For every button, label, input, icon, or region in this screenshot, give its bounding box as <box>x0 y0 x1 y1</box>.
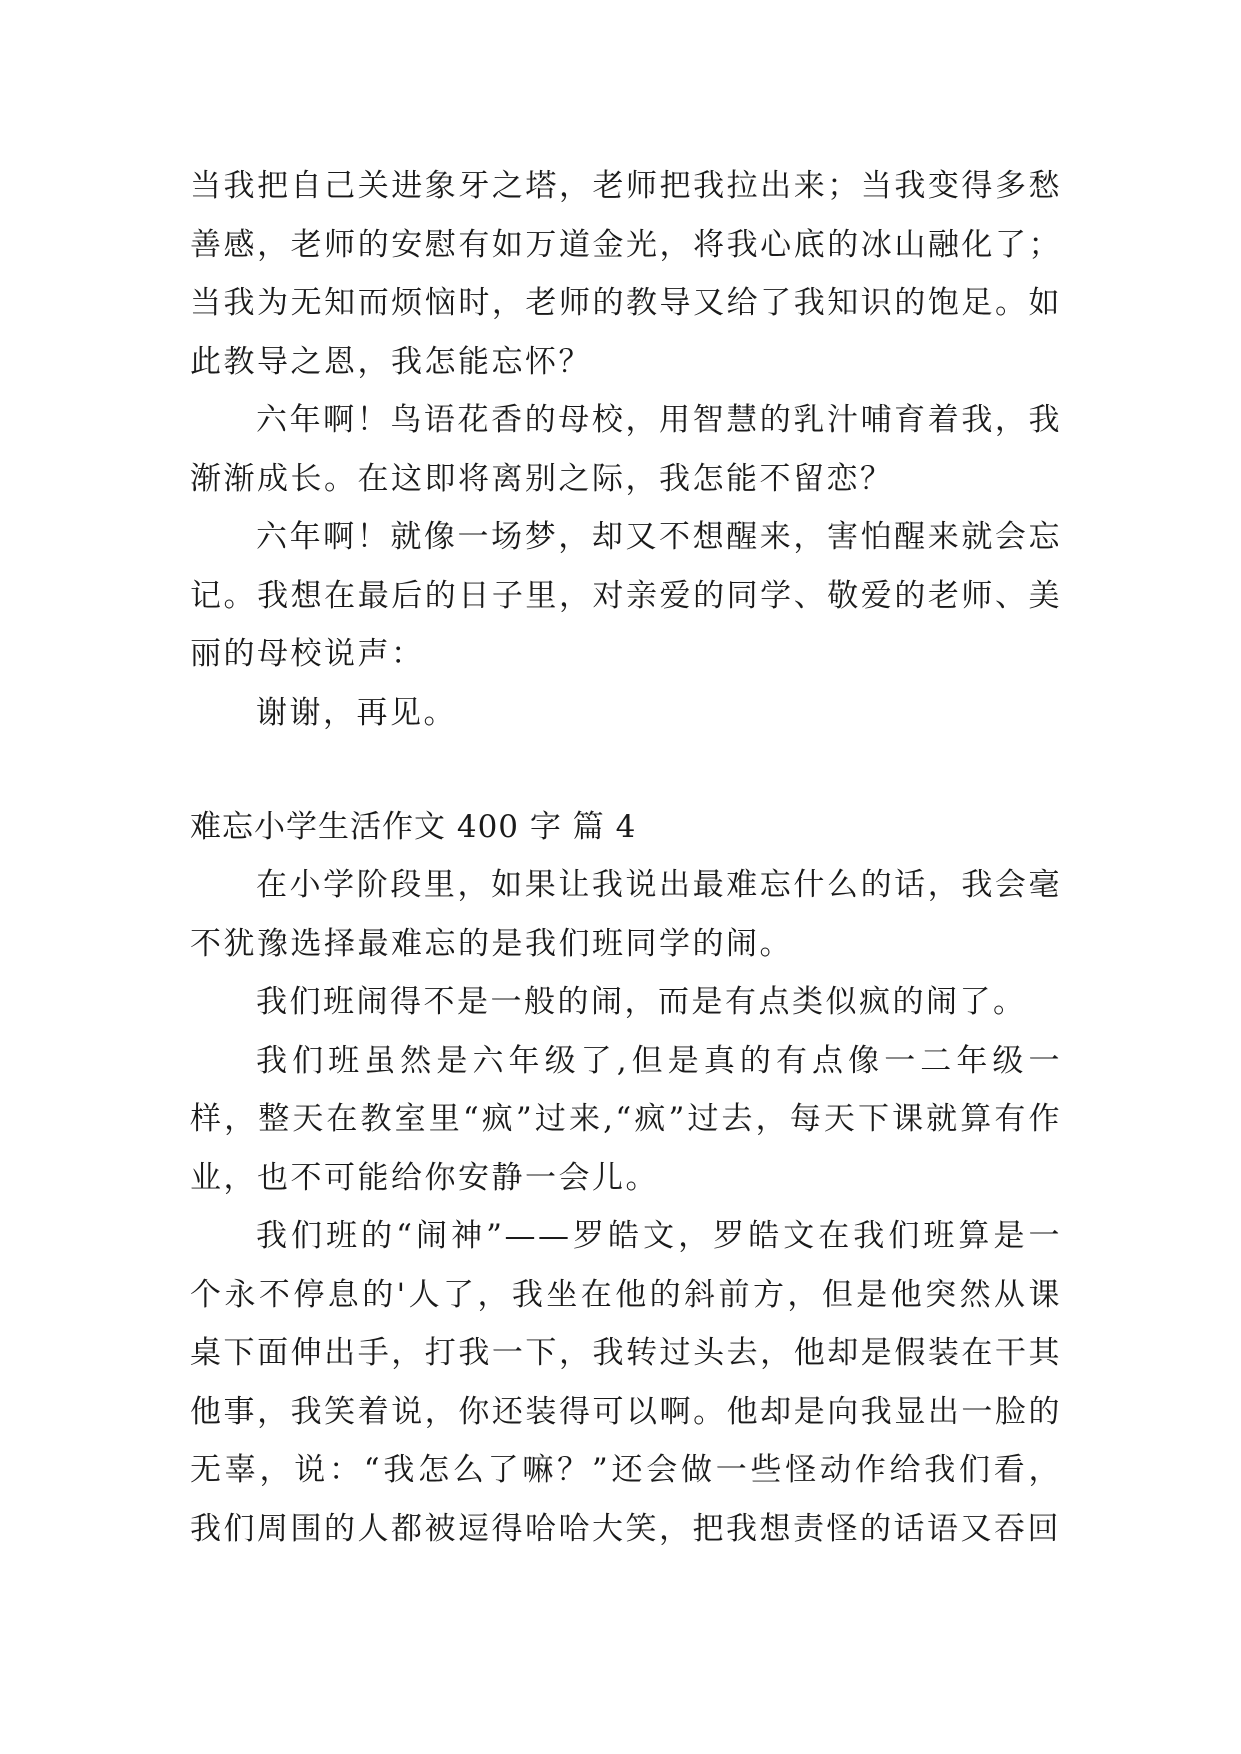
section-paragraph-1: 在小学阶段里，如果让我说出最难忘什么的话，我会毫不犹豫选择最难忘的是我们班同学的闹。 <box>190 867 1062 962</box>
section-paragraph-3: 我们班虽然是六年级了,但是真的有点像一二年级一样，整天在教室里“疯”过来,“疯”过去，每天下课就算有作业，也不可能给你安静一会儿。 <box>190 1042 1062 1196</box>
document-body <box>190 157 1062 1558</box>
section-heading: 难忘小学生活作文 400 字 篇 4 <box>190 809 637 845</box>
paragraph-continued-3: 六年啊！就像一场梦，却又不想醒来，害怕醒来就会忘记。我想在最后的日子里，对亲爱的同学、敬爱的老师、美丽的母校说声： <box>190 519 1062 672</box>
section-paragraph-4: 我们班的“闹神”——罗皓文，罗皓文在我们班算是一个永不停息的'人了，我坐在他的斜前方，但是他突然从课桌下面伸出手，打我一下，我转过头去，他却是假装在干其他事，我笑着说，你还装得可以啊。他却是向我显出一脸的无辜，说：“我怎么了嘛？”还会做一些怪动作给我们看，我们周围的人都被逗得哈哈大笑，把我想责怪的话语又吞回 <box>190 1218 1062 1547</box>
paragraph-continued-1: 当我把自己关进象牙之塔，老师把我拉出来；当我变得多愁善感，老师的安慰有如万道金光，将我心底的冰山融化了；当我为无知而烦恼时，老师的教导又给了我知识的饱足。如此教导之恩，我怎能忘怀？ <box>190 168 1062 380</box>
paragraph-continued-2: 六年啊！鸟语花香的母校，用智慧的乳汁哺育着我，我渐渐成长。在这即将离别之际，我怎能不留恋？ <box>190 402 1062 497</box>
section-spacer <box>190 742 1062 798</box>
paragraph-continued-4: 谢谢，再见。 <box>256 694 457 731</box>
section-paragraph-2: 我们班闹得不是一般的闹，而是有点类似疯的闹了。 <box>256 984 1027 1020</box>
